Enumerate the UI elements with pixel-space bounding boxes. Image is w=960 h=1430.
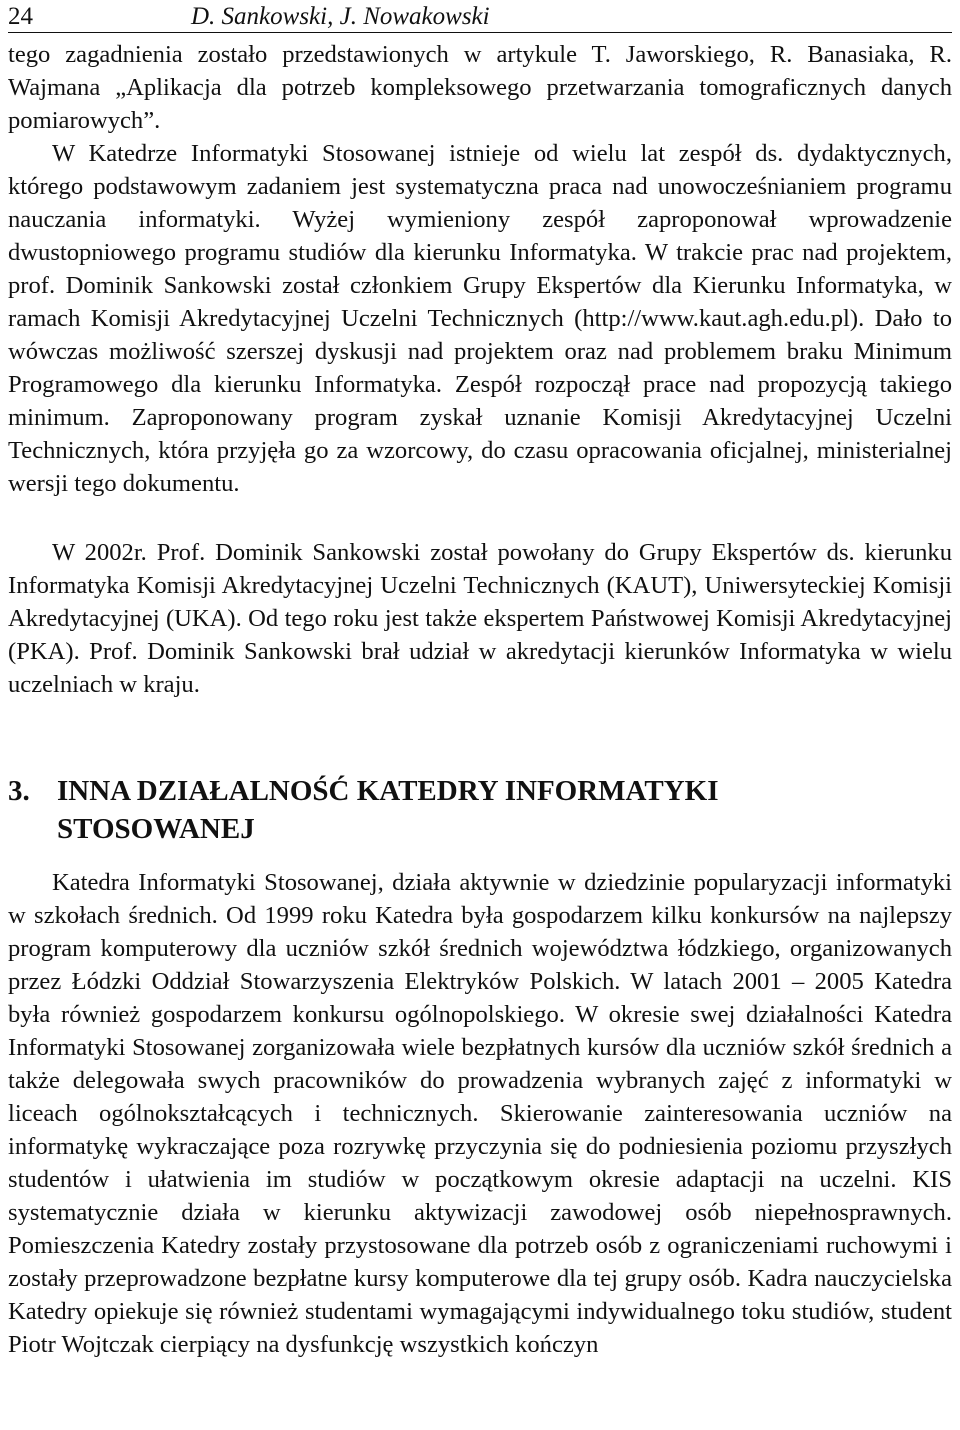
paragraph-continuation: tego zagadnienia zostało przedstawionych w artykule T. Jaworskiego, R. Banasiaka, R. Wajmana „Aplikacja dla potrzeb kompleksowego przetwarzania tomograficznych danych pomiarowych”. xyxy=(8,41,952,134)
paragraph-popularization: Katedra Informatyki Stosowanej, działa aktywnie w dziedzinie popularyzacji informatyki w szkołach średnich. Od 1999 roku Katedra była gospodarzem kilku konkursów na najlepszy program komputerowy dla uczniów szkół średnich województwa łódzkiego, organizowanych przez Łódzki Oddział Stowarzyszenia Elektryków Polskich. W latach 2001 – 2005 Katedra była również gospodarzem konkursu ogólnopolskiego. W okresie swej działalności Katedra Informatyki Stosowanej zorganizowała wiele bezpłatnych kursów dla uczniów szkół średnich a także delegowała swych pracowników do prowadzenia wybranych zajęć z informatyki w liceach ogólnokształcących i technicznych. Skierowanie zainteresowania uczniów na informatykę wykraczające poza rozrywkę przyczynia się do podniesienia poziomu przyszłych studentów i ułatwienia im studiów w początkowym okresie adaptacji na uczelni. KIS systematycznie działa w kierunku aktywizacji zawodowej osób niepełnosprawnych. Pomieszczenia Katedry zostały przystosowane dla potrzeb osób z ograniczeniami ruchowymi i zostały przeprowadzone bezpłatne kursy komputerowe dla tej grupy osób. Kadra nauczycielska Katedry opiekuje się również studentami wymagającymi indywidualnego toku studiów, student Piotr Wojtczak cierpiący na dysfunkcję wszystkich kończyn xyxy=(8,869,952,1358)
page-header xyxy=(8,2,952,33)
section-title: INNA DZIAŁALNOŚĆ KATEDRY INFORMATYKI STOSOWANEJ xyxy=(57,775,719,845)
page-number: 24 xyxy=(8,3,33,30)
paragraph-didactic-team: W Katedrze Informatyki Stosowanej istnieje od wielu lat zespół ds. dydaktycznych, którego podstawowym zadaniem jest systematyczna praca nad unowocześnianiem programu nauczania informatyki. Wyżej wymieniony zespół zaproponował wprowadzenie dwustopniowego programu studiów dla kierunku Informatyka. W trakcie prac nad projektem, prof. Dominik Sankowski został członkiem Grupy Ekspertów dla Kierunku Informatyka, w ramach Komisji Akredytacyjnej Uczelni Technicznych (http://www.kaut.agh.edu.pl). Dało to wówczas możliwość szerszej dyskusji nad projektem oraz nad problemem braku Minimum Programowego dla kierunku Informatyka. Zespół rozpoczął prace nad propozycją takiego minimum. Zaproponowany program zyskał uznanie Komisji Akredytacyjnej Uczelni Technicznych, która przyjęła go za wzorcowy, do czasu opracowania oficjalnej, ministerialnej wersji tego dokumentu. xyxy=(8,140,952,497)
section-number: 3. xyxy=(8,775,30,807)
running-head-authors: D. Sankowski, J. Nowakowski xyxy=(191,3,490,30)
paragraph-expert-group: W 2002r. Prof. Dominik Sankowski został powołany do Grupy Ekspertów ds. kierunku Informatyka Komisji Akredytacyjnej Uczelni Technicznych (KAUT), Uniwersyteckiej Komisji Akredytacyjnej (UKA). Od tego roku jest także ekspertem Państwowej Komisji Akredytacyjnej (PKA). Prof. Dominik Sankowski brał udział w akredytacji kierunków Informatyka w wielu uczelniach w kraju. xyxy=(8,539,952,698)
